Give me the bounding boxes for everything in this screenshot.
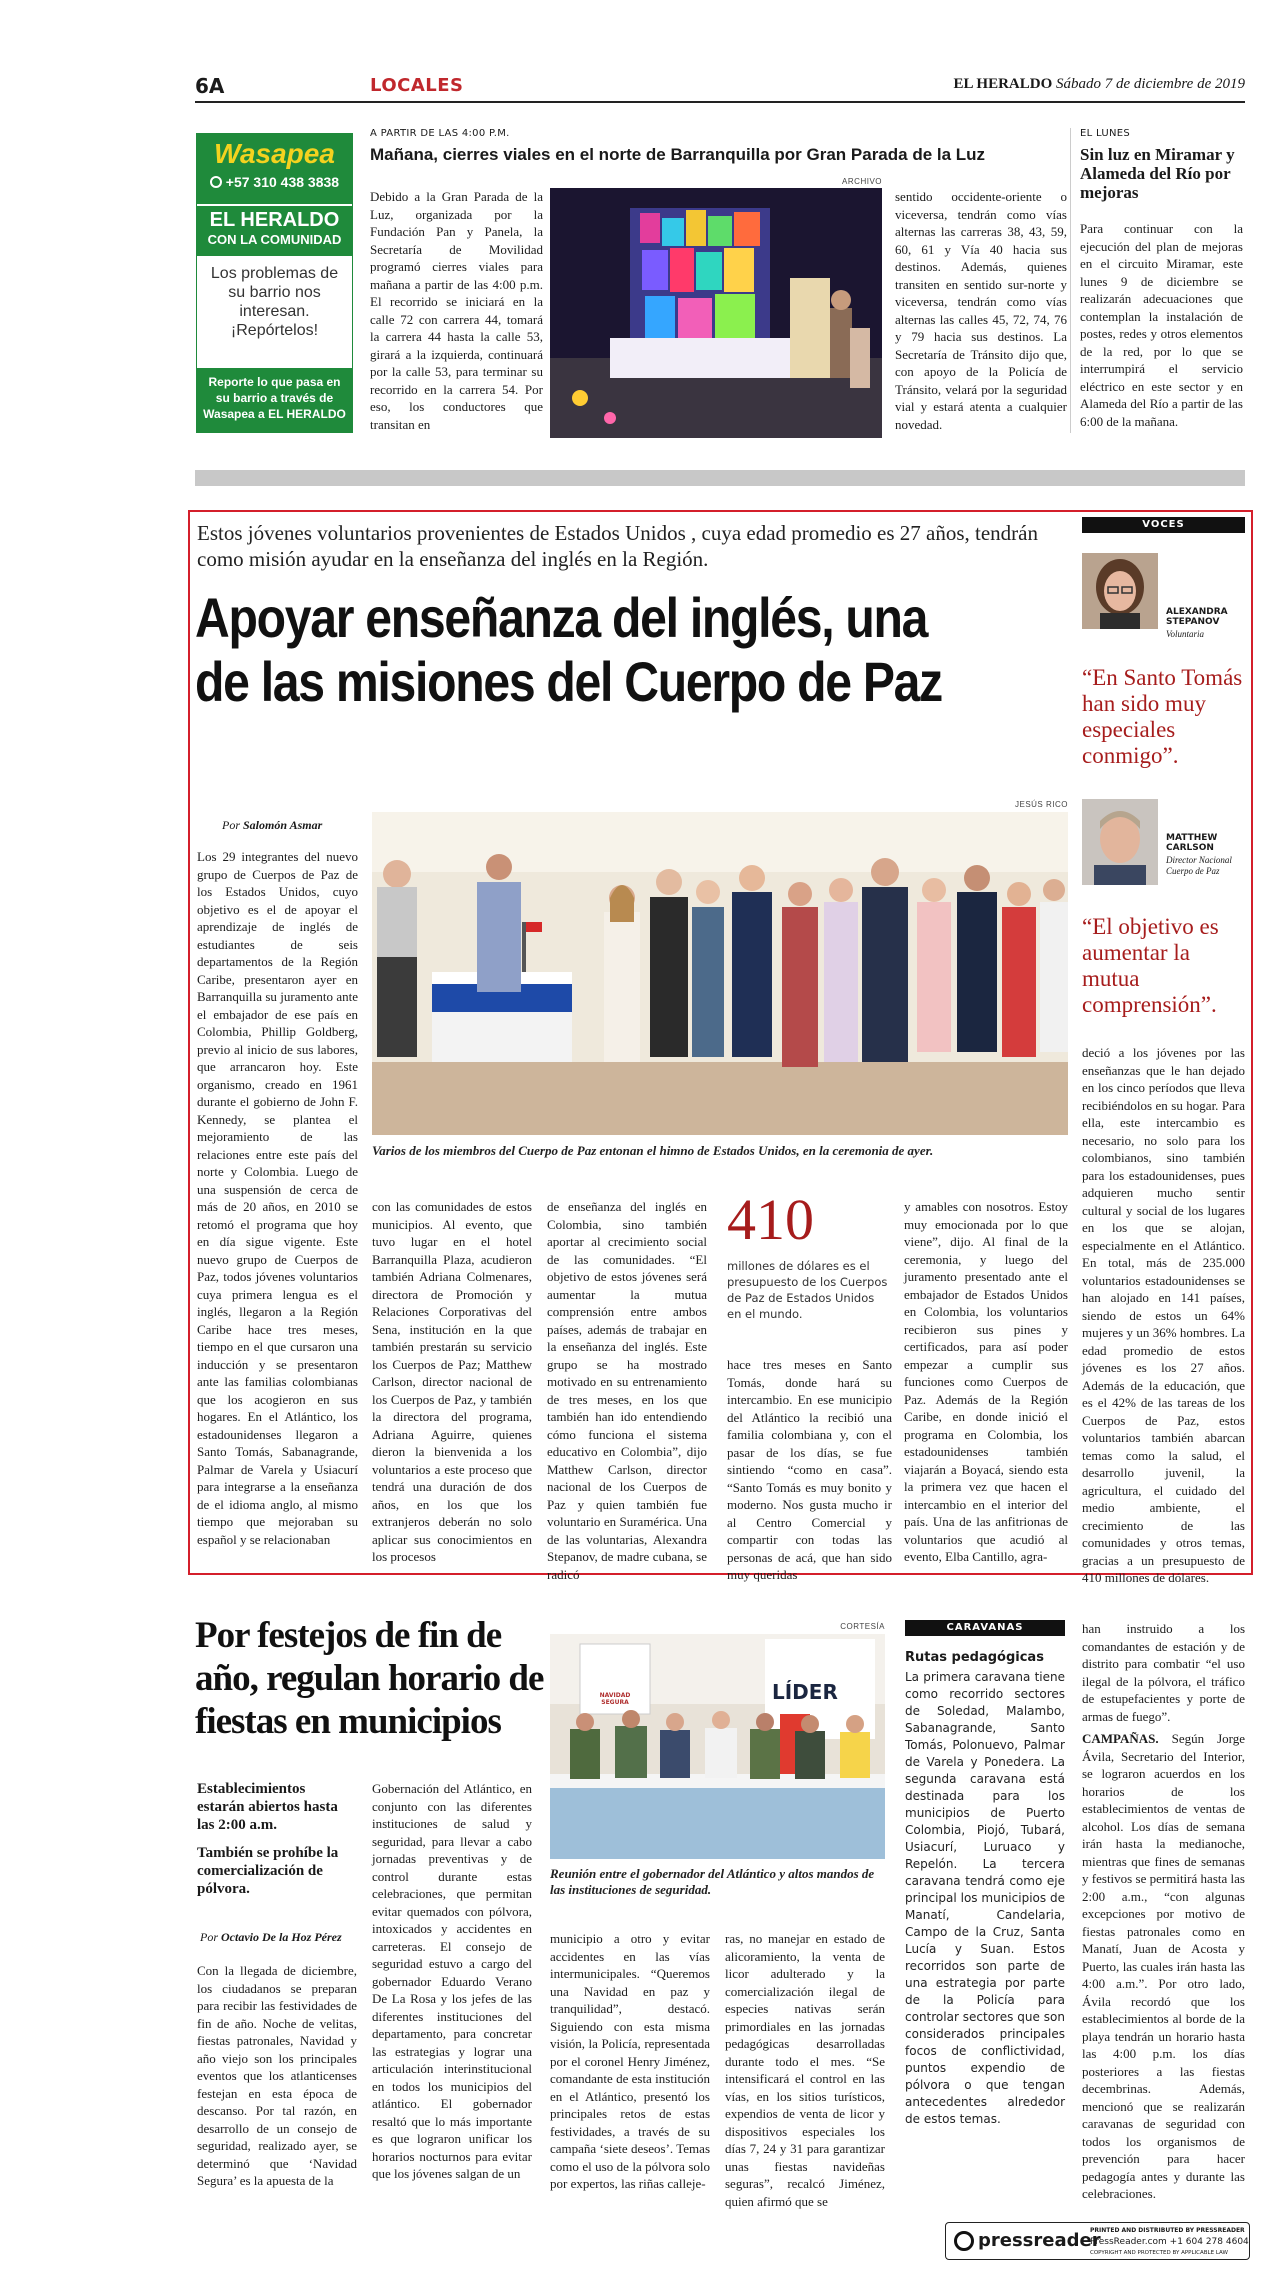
alexandra-role: Voluntaria	[1166, 629, 1205, 639]
main-byline-name: Salomón Asmar	[243, 818, 323, 832]
separator-band	[195, 470, 1245, 486]
bottom-col6: han instruido a los comandantes de estación y de distrito para combatir “el uso ilegal de la pólvora, el tráfico de estupefacientes y porte de armas de fuego”.	[1082, 1621, 1245, 1724]
campanas-text: Según Jorge Ávila, Secretario del Interior, se lograron acuerdos en los horarios de los establecimientos de ventas de alcohol. Los días de semana irán hasta la medianoche, mientras que fines de semanas y festivos se permitirá hasta las 2:00 a.m., “con algunas excepciones por motivo de fiestas patronales como en Manatí, Juan de Acosta y Puerto, las cuales irán hasta las 4:00 a.m.”. Por otro lado, Ávila recordó que los establecimientos al borde de la playa tendrán un horario hasta las 4:00 p.m. los días posteriores a las fiestas decembrinas. Además, mencionó que se realizarán caravanas de seguridad con todos los organismos de prevención para hacer pedagogía antes y durante las celebraciones.	[1082, 1731, 1245, 2201]
side-story-kicker: EL LUNES	[1080, 128, 1131, 139]
caravanas-label: CARAVANAS	[905, 1620, 1065, 1636]
top-photo-credit: ARCHIVO	[842, 177, 882, 186]
wasapea-ad[interactable]	[196, 133, 353, 433]
peace-corps-photo-graphic	[372, 812, 1068, 1135]
ad-brand: Wasapea	[214, 138, 335, 169]
voces-column	[1082, 517, 1245, 1017]
alexandra-name: ALEXANDRA STEPANOV	[1166, 607, 1228, 627]
stat-text: millones de dólares es el presupuesto de los Cuerpos de Paz de Estados Unidos en el mundo.	[727, 1259, 888, 1321]
ad-top-banner	[197, 134, 352, 204]
paper-name	[953, 76, 1245, 93]
top-story-headline: Mañana, cierres viales en el norte de Barranquilla por Gran Parada de la Luz	[370, 145, 986, 164]
pressreader-badge[interactable]	[945, 2222, 1250, 2260]
bottom-col6b	[1082, 1730, 1245, 2201]
alexandra-portrait-graphic	[1082, 553, 1158, 629]
pressreader-icon	[954, 2231, 974, 2251]
main-photo-credit: JESÚS RICO	[1014, 800, 1068, 809]
alexandra-portrait	[1082, 553, 1158, 629]
caravanas-title: Rutas pedagógicas	[905, 1650, 1044, 1665]
matthew-name: MATTHEW CARLSON	[1166, 833, 1218, 853]
bottom-byline	[200, 1930, 342, 1945]
matthew-role: Director Nacional Cuerpo de Paz	[1166, 855, 1232, 876]
pressreader-line2: PressReader.com +1 604 278 4604	[1090, 2237, 1249, 2247]
main-col1: Los 29 integrantes del nuevo grupo de Cuerpos de Paz de los Estados Unidos, cuyo objetivo es el de apoyar el aprendizaje de inglés de estudiantes de seis departamentos de la Región Caribe, presentaron ayer en Barranquilla su juramento ante el embajador de ese país en Colombia, Phillip Goldberg, previo al inicio de sus labores, que arrancaron hoy. Este organismo, creado en 1961 durante el gobierno de John F. Kennedy, se plantea el mejoramiento de las relaciones entre este país del norte y Colombia. Luego de una suspensión de cerca de más de 20 años, en 2010 se retomó el programa que hoy en día sigue vigente. Este nuevo grupo de Cuerpos de Paz, todos jóvenes voluntarios cuya primera lengua es el inglés, llegaron a la Región Caribe hace tres meses, tiempo en el que cursaron una inducción y se presentaron ante las familias colombianas que los acogieron en sus hogares. En el Atlántico, los estadounidenses llegaron a Santo Tomás, Sabanagrande, Palmar de Varela y Usiacurí para integrarse a la enseñanza de el idioma anglo, al mismo tiempo que mejoraban su español y se relacionaban	[197, 849, 358, 1547]
section-label: LOCALES	[370, 75, 464, 96]
paper-name-text: EL HERALDO	[953, 76, 1053, 92]
photo-sign-lider: LÍDER	[772, 1680, 838, 1704]
photo-sign-navidad: NAVIDAD SEGURA	[599, 1692, 631, 1706]
pressreader-logo: pressreader	[978, 2230, 1101, 2251]
campanas-label: CAMPAÑAS.	[1082, 1731, 1159, 1746]
page-number: 6A	[195, 74, 225, 98]
side-story-body: Para continuar con la ejecución del plan de mejoras en el circuito Miramar, este lunes 9 de diciembre se realizarán adecuaciones que contemplan la instalación de postes, redes y otros elementos de la red, por lo que se interrumpirá el servicio eléctrico en este sector y en Alameda del Río a partir de las 6:00 de la mañana.	[1080, 221, 1243, 429]
ad-footer: Reporte lo que pasa en su barrio a través de Wasapea a EL HERALDO	[197, 368, 352, 432]
parade-photo	[550, 188, 882, 438]
main-story-deck: Estos jóvenes voluntarios provenientes de Estados Unidos , cuya edad promedio es 27 años, tendrán como misión ayudar en la enseñanza del inglés en la Región.	[197, 521, 1038, 571]
ad-paper: EL HERALDO	[209, 209, 340, 231]
pressreader-line3: COPYRIGHT AND PROTECTED BY APPLICABLE LAW	[1090, 2250, 1228, 2256]
bottom-subhead1: Establecimientos estarán abiertos hasta las 2:00 a.m.	[197, 1781, 338, 1833]
bottom-col4: ras, no manejar en estado de alicoramiento, la venta de licor adulterado y la comercialización ilegal de especies nativas serán primordiales en las jornadas pedagógicas desarrolladas durante todo el mes. “Se intensificará el control en las vías, en los sitios turísticos, expendios de venta de licor y dispositivos especiales los días 7, 24 y 31 para garantizar unas fiestas navideñas seguras”, recalcó Jiménez, quien afirmó que se	[725, 1931, 885, 2209]
security-meeting-photo-graphic	[550, 1634, 885, 1859]
caravanas-box	[905, 1620, 1065, 2198]
bottom-col1: Con la llegada de diciembre, los ciudadanos se preparan para recibir las festividades de fin de año. Noche de velitas, fiestas patronales, Navidad y año viejo son los principales eventos que los atlanticenses festejan en esta época de descanso. Por tal razón, en desarrollo de un consejo de seguridad, realizado ayer, se determinó que ‘Navidad Segura’ es la apuesta de la	[197, 1963, 357, 2188]
main-col3: de enseñanza del inglés en Colombia, sino también aportar al crecimiento social de las comunidades. “El objetivo de estos jóvenes será aumentar la mutua comprensión entre ambos países, además de trabajar en la enseñanza del inglés. Este grupo se ha mostrado motivado en su entrenamiento de tres meses, en los que también han ido entendiendo cómo funciona el sistema educativo en Colombia”, dijo Matthew Carlson, director nacional de los Cuerpos de Paz y quien también fue voluntario en Suramérica. Una de las voluntarias, Alexandra Stepanov, de madre cubana, se radicó	[547, 1199, 707, 1582]
bottom-subhead2: También se prohíbe la comercialización de pólvora.	[197, 1845, 339, 1897]
peace-corps-photo	[372, 812, 1068, 1135]
main-story-headline: Apoyar enseñanza del inglés, una de las misiones del Cuerpo de Paz	[195, 586, 942, 713]
issue-date: Sábado 7 de diciembre de 2019	[1056, 76, 1245, 92]
side-story-headline: Sin luz en Miramar y Alameda del Río por mejoras	[1080, 145, 1235, 202]
bottom-col2: Gobernación del Atlántico, en conjunto con las diferentes instituciones de salud y seguridad, para llevar a cabo jornadas preventivas y de control durante estas celebraciones, que permitan evitar quemados con pólvora, intoxicados y accidentes en carreteras. El consejo de seguridad estuvo a cargo del gobernador Eduardo Verano De La Rosa y los jefes de las diferentes instituciones del departamento, para concretar las estrategias y lograr una articulación interinstitucional en todos los municipios del atlántico. El gobernador resaltó que lo más importante es que lograron unificar los horarios nocturnos para evitar que los jóvenes salgan de un	[372, 1781, 532, 2181]
bottom-photo-caption: Reunión entre el gobernador del Atlántico y altos mandos de las instituciones de seguridad.	[550, 1866, 875, 1897]
matthew-portrait-graphic	[1082, 799, 1158, 885]
ad-paper-block	[197, 204, 352, 256]
main-photo-caption: Varios de los miembros del Cuerpo de Paz entonan el himno de Estados Unidos, en la ceremonia de ayer.	[372, 1143, 934, 1158]
whatsapp-icon	[210, 176, 222, 188]
top-story-kicker: A PARTIR DE LAS 4:00 P.M.	[370, 128, 510, 139]
voces-label: VOCES	[1082, 517, 1245, 533]
quote-alexandra: “En Santo Tomás han sido muy especiales conmigo”.	[1082, 665, 1243, 768]
main-byline	[222, 818, 322, 833]
stat-number: 410	[727, 1187, 814, 1252]
ad-phone-number: +57 310 438 3838	[225, 174, 340, 190]
matthew-portrait	[1082, 799, 1158, 885]
main-col5: y amables con nosotros. Estoy muy emocionada por lo que viene”, dijo. Al final de la ceremonia, y luego del juramento presentado ante el embajador de Estados Unidos en Colombia, los voluntarios recibieron sus pines y certificados, para así poder empezar a cumplir sus funciones como Cuerpos de Paz. Además de la Región Caribe, en donde inició el programa en Colombia, los estadounidenses también viajarán a Boyacá, siendo esta la primera vez que hacen el intercambio en el interior del país. Una de las anfitrionas de voluntarios que acudió al evento, Elba Cantillo, agra-	[904, 1199, 1068, 1564]
main-col4: hace tres meses en Santo Tomás, donde hará su intercambio. En ese municipio del Atlántico la recibió una familia colombiana y, con el pasar de los días, se fue sintiendo “como en casa”. “Santo Tomás es muy bonito y moderno. Nos gusta mucho ir al Centro Comercial y compartir con todas las personas de acá, que han sido muy queridas	[727, 1357, 892, 1582]
bottom-byline-name: Octavio De la Hoz Pérez	[221, 1930, 342, 1944]
ad-phone	[197, 174, 352, 190]
ad-tagline: CON LA COMUNIDAD	[207, 232, 342, 247]
page-header	[195, 72, 1245, 100]
quote-matthew: “El objetivo es aumentar la mutua comprensión”.	[1082, 914, 1219, 1017]
bottom-col3: municipio a otro y evitar accidentes en las vías intermunicipales. “Queremos una Navidad en paz y tranquilidad”, destacó. Siguiendo con esta misma visión, la Policía, representada por el coronel Henry Jiménez, comandante de esta institución en el Atlántico, presentó los principales retos de estas festividades, a través de su campaña ‘siete deseos’. Temas como el uso de la pólvora solo por expertos, las riñas calleje-	[550, 1931, 710, 2191]
top-story-col2: sentido occidente-oriente o viceversa, tendrán como vías alternas las carreras 38, 43, 59, 60, 61 y Vía 40 hacia sus destinos. Además, quienes transiten en sentido sur-norte y viceversa, tendrán como vías alternas las calles 45, 72, 74, 76 y 79 hacia sus destinos. La Secretaría de Tránsito dijo que, con apoyo de la Policía de Tránsito, velará por la seguridad vial y estará atenta a cualquier novedad.	[895, 189, 1067, 432]
side-story-divider	[1070, 128, 1071, 433]
bottom-photo-credit: CORTESÍA	[840, 1622, 885, 1631]
parade-photo-graphic	[550, 188, 882, 438]
ad-message: Los problemas de su barrio nos interesan. ¡Repórtelos!	[210, 265, 339, 339]
top-story-col1: Debido a la Gran Parada de la Luz, organizada por la Fundación Pan y Panela, la Secretaría de Movilidad programó cierres viales para mañana a partir de las 4:00 p.m. El recorrido se iniciará en la calle 72 con carrera 44, tomará la carrera 44 hasta la calle 53, girará a la izquierda, continuará por la calle 53, para terminar su recorrido en la carrera 54. Por eso, los conductores que transitan en	[370, 189, 543, 432]
header-rule	[195, 101, 1245, 103]
bottom-byline-prefix: Por	[200, 1930, 218, 1944]
bottom-story-headline: Por festejos de fin de año, regulan horario de fiestas en municipios	[195, 1615, 544, 1742]
main-col6: deció a los jóvenes por las enseñanzas que le han dejado en los cinco períodos que lleva recibiéndolos en su hogar. Para ella, este intercambio es necesario, no solo para los colombianos, sino también para los estadounidenses, pues adquieren mucho sentir cultural y social de los lugares en los que se alojan, especialmente en el Atlántico. En total, más de 235.000 voluntarios estadounidenses se han alojado en 141 países, siendo de estos un 64% mujeres y un 36% hombres. La edad promedio de estos jóvenes es los 27 años. Además de la educación, que es el 42% de las tareas de los Cuerpos de Paz, estos voluntarios también abarcan temas como la salud, el desarrollo juvenil, la agricultura, el cuidado del medio ambiente, el crecimiento de las comunidades y otros temas, gracias a un presupuesto de 410 millones de dólares.	[1082, 1045, 1245, 1585]
pressreader-line1: PRINTED AND DISTRIBUTED BY PRESSREADER	[1090, 2227, 1245, 2234]
main-byline-prefix: Por	[222, 818, 240, 832]
security-meeting-photo	[550, 1634, 885, 1859]
caravanas-body: La primera caravana tiene como recorrido sectores de Soledad, Malambo, Sabanagrande, Santo Tomás, Polonuevo, Palmar de Varela y Ponedera. La segunda caravana está destinada para los municipios de Puerto Colombia, Piojó, Tubará, Usiacurí, Luruaco y Repelón. La tercera caravana tendrá como eje principal los municipios de Manatí, Candelaria, Campo de la Cruz, Santa Lucía y Suan. Estos recorridos son parte de una estrategia por parte de la Policía para controlar sectores que son considerados principales focos de conflictividad, puntos expendio de pólvora o que tengan antecedentes alrededor de estos temas.	[905, 1670, 1065, 2126]
main-col2: con las comunidades de estos municipios. Al evento, que tuvo lugar en el hotel Barranquilla Plaza, acudieron también Adriana Colmenares, directora de Promoción y Relaciones Corporativas del Sena, institución en la que también prestarán su servicio los Cuerpos de Paz; Matthew Carlson, director nacional de los Cuerpos de Paz, y también la directora del programa, Adriana Aguirre, quienes dieron la bienvenida a los voluntarios a este proceso que tendrá una duración de dos años, en los que los extranjeros deberán no solo aplicar sus conocimientos en los procesos	[372, 1199, 532, 1564]
